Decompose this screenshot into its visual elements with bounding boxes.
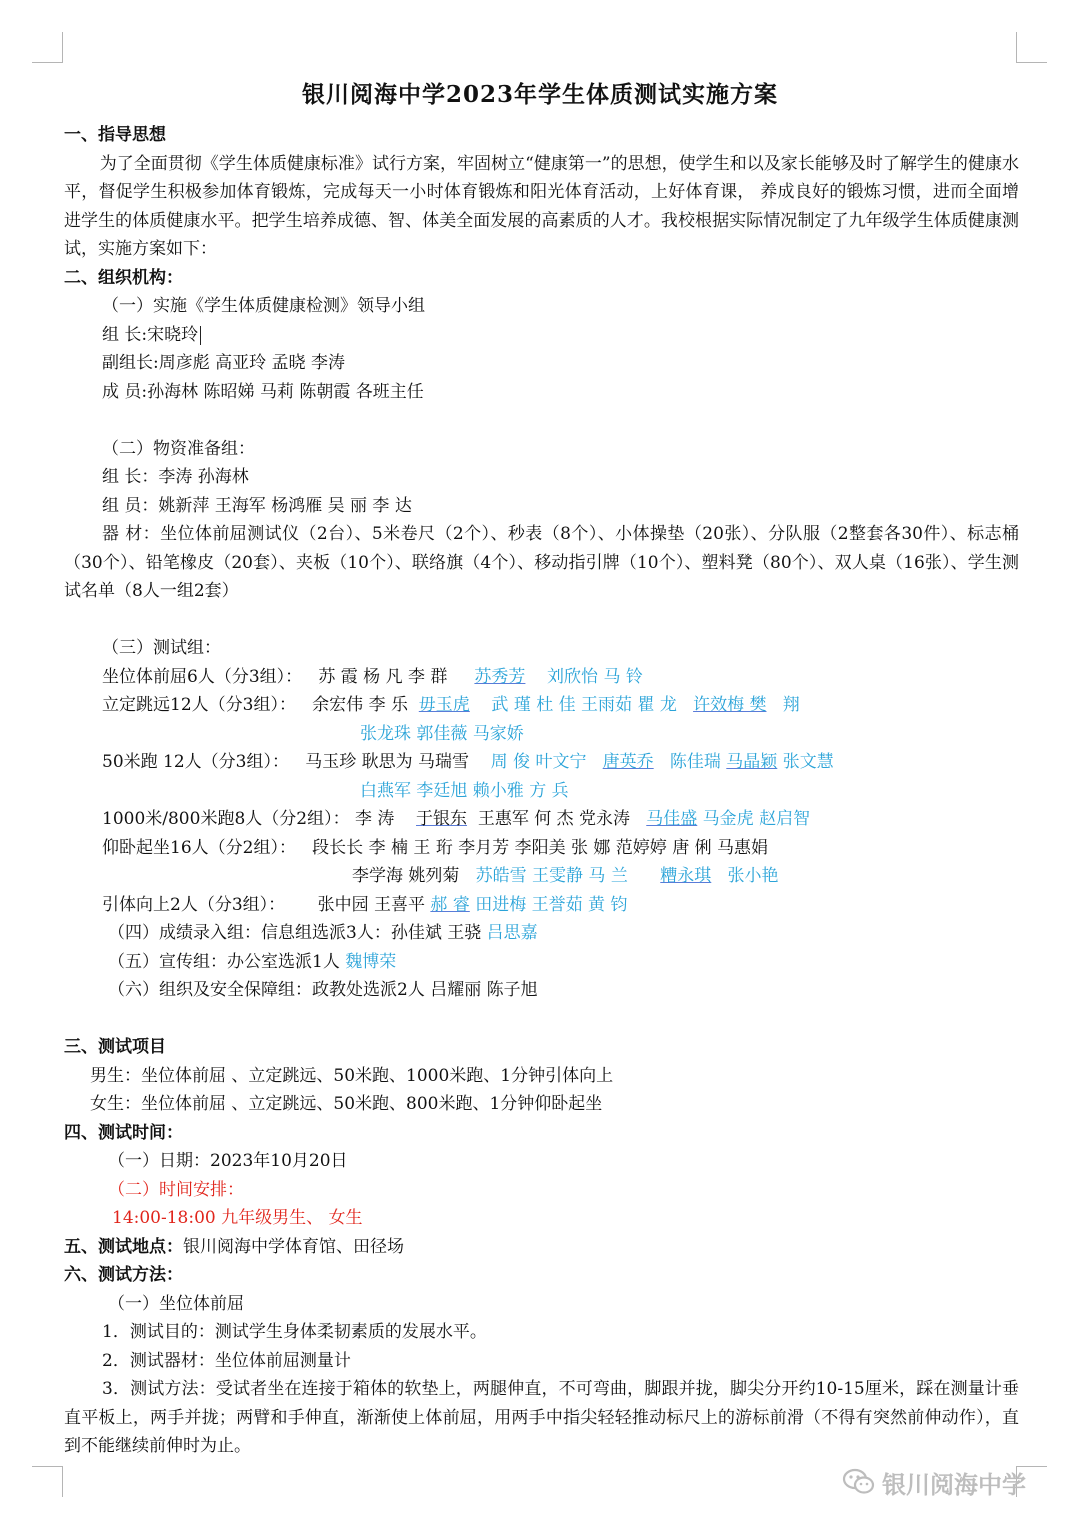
group-title: （一）实施《学生体质健康检测》领导小组 <box>102 296 425 316</box>
text-cursor <box>200 326 201 345</box>
names-blue: 毋玉虎 <box>418 695 470 715</box>
group-score-entry <box>64 919 1019 948</box>
leader-line: 组 长：李涛 孙海林 <box>102 467 249 487</box>
test-location <box>64 1233 1019 1262</box>
section-heading: 五、测试地点： <box>64 1236 183 1257</box>
names-black: 段长长 李 楠 王 珩 李月芳 李阳美 张 娜 范婷婷 唐 俐 马惠娟 <box>312 837 769 858</box>
section-heading: 一、指导思想 <box>64 125 166 145</box>
group-publicity <box>64 948 1019 977</box>
wechat-icon <box>842 1467 876 1497</box>
names-black: 马玉珍 耿思为 马瑞雪 <box>305 752 470 772</box>
method-purpose: 1．测试目的：测试学生身体柔韧素质的发展水平。 <box>102 1322 487 1342</box>
test-row-sit-reach <box>64 663 1019 692</box>
row-label: 立定跳远12人（分3组）： <box>102 695 296 715</box>
girls-items: 女生：坐位体前屈 、立定跳远、50米跑、800米跑、1分钟仰卧起坐 <box>90 1094 603 1114</box>
section-heading: 四、测试时间： <box>64 1122 183 1143</box>
names-blue: 张小艳 <box>727 866 779 886</box>
test-row-jump-cont: 张龙珠 郭佳薇 马家娇 <box>360 723 524 744</box>
watermark-text: 银川阅海中学 <box>882 1470 1026 1499</box>
test-row-run50-cont: 白燕军 李廷旭 赖小雅 方 兵 <box>360 780 569 801</box>
names-blue: 周 俊 叶文宁 <box>490 752 587 772</box>
names-blue: 糟永琪 <box>660 866 712 886</box>
names-black: 李学海 姚列菊 <box>352 866 460 886</box>
leader-line <box>64 321 1019 350</box>
document-body <box>64 121 1019 1461</box>
names-black: 余宏伟 李 乐 <box>312 695 408 715</box>
names-blue: 唐英乔 <box>602 752 654 772</box>
method-item: （一）坐位体前屈 <box>108 1293 244 1314</box>
names-blue: 许效梅 樊 <box>693 695 767 715</box>
guiding-paragraph: 为了全面贯彻《学生体质健康标准》试行方案，牢固树立“健康第一”的思想，使学生和以及家长能够及时了解学生的健康水平，督促学生积极参加体育锻炼，完成每天一小时体育锻炼和阳光体育活动，上好体育课， 养成良好的锻炼习惯，进而全面增进学生的体质健康水平。把学生培养成德、智、体美全面发展的高素质的人才。我校根据实际情况制定了九年级学生体质健康测试，实施方案如下： <box>64 153 1019 259</box>
names-blue: 郝 睿 <box>430 894 470 915</box>
page-corner-mark <box>32 1466 63 1497</box>
group-text: （五）宣传组：办公室选派1人 <box>108 951 340 972</box>
group-text: （四）成绩录入组：信息组选派3人：孙佳斌 王骁 <box>108 923 482 943</box>
group-title: （二）物资准备组： <box>102 438 255 459</box>
group-safety: （六）组织及安全保障组：政教处选派2人 吕耀丽 陈子旭 <box>108 980 538 1000</box>
method-equipment: 2．测试器材：坐位体前屈测量计 <box>102 1350 351 1371</box>
test-row-situp-cont <box>64 862 1019 891</box>
names-black: 李 涛 <box>354 809 395 829</box>
row-label: 引体向上2人（分3组）： <box>102 894 286 915</box>
names-blue: 马佳盛 <box>646 809 698 829</box>
vice-leader-line: 副组长:周彦彪 高亚玲 孟晓 李涛 <box>102 353 345 373</box>
names-blue: 陈佳瑞 <box>669 752 721 772</box>
section-heading: 三、测试项目 <box>64 1037 166 1057</box>
names-black: 张中园 王喜平 <box>317 894 425 915</box>
row-label: 仰卧起坐16人（分2组）： <box>102 837 296 858</box>
names-blue: 张文慧 <box>782 752 834 772</box>
test-row-jump <box>64 691 1019 720</box>
row-label: 坐位体前屈6人（分3组）： <box>102 666 303 687</box>
section-heading: 六、测试方法： <box>64 1265 183 1285</box>
row-label: 50米跑 12人（分3组）： <box>102 752 289 772</box>
row-label: 1000米/800米跑8人（分2组）： <box>102 809 350 829</box>
boys-items: 男生：坐位体前屈 、立定跳远、50米跑、1000米跑、1分钟引体向上 <box>90 1065 614 1086</box>
page-corner-mark <box>1016 32 1047 63</box>
names-black: 苏 霞 杨 凡 李 群 <box>318 666 448 687</box>
leader-text: 组 长:宋晓玲 <box>102 324 199 345</box>
schedule-slot: 14:00-18:00 九年级男生、 女生 <box>112 1208 363 1228</box>
names-black: 王惠军 何 杰 党永涛 <box>477 809 631 829</box>
names-blue: 马金虎 赵启智 <box>702 809 811 829</box>
names-blue: 刘欣怡 马 铃 <box>547 666 643 687</box>
location-text: 银川阅海中学体育馆、田径场 <box>183 1236 404 1257</box>
page-corner-mark <box>32 32 63 63</box>
members-line: 成 员:孙海林 陈昭娣 马莉 陈朝霞 各班主任 <box>102 381 424 402</box>
test-row-pullup <box>64 891 1019 920</box>
test-row-run1000 <box>64 805 1019 834</box>
names-blue: 吕思嘉 <box>486 923 538 943</box>
names-blue: 苏秀芳 <box>474 666 526 687</box>
group-title: （三）测试组： <box>102 638 221 658</box>
test-row-situp <box>64 834 1019 863</box>
names-blue: 马晶颖 <box>726 752 778 772</box>
document-title: 银川阅海中学2023年学生体质测试实施方案 <box>301 81 778 108</box>
method-procedure: 3．测试方法：受试者坐在连接于箱体的软垫上，两腿伸直，不可弯曲，脚跟并拢，脚尖分开约10-15厘米，踩在测量计垂直平板上，两手并拢；两臂和手伸直，渐渐使上体前屈，用两手中指尖轻轻推动标尺上的游标前滑（不得有突然前伸动作），直到不能继续前伸时为止。 <box>64 1379 1019 1456</box>
names-blue: 田进梅 王誉茹 黄 钧 <box>475 894 628 915</box>
test-date: （一）日期：2023年10月20日 <box>108 1151 348 1171</box>
names-blue: 武 瑾 杜 佳 王雨茹 瞿 龙 <box>491 695 677 715</box>
test-row-run50 <box>64 748 1019 777</box>
names-underlined: 于银东 <box>416 809 468 829</box>
names-blue: 苏皓雪 王雯静 马 兰 <box>475 866 628 886</box>
watermark <box>842 1462 1052 1502</box>
members-line: 组 员：姚新萍 王海军 杨鸿雁 吴 丽 李 达 <box>102 495 412 516</box>
schedule-title: （二）时间安排： <box>108 1179 244 1200</box>
section-heading: 二、组织机构： <box>64 267 183 288</box>
equipment-paragraph: 器 材：坐位体前屈测试仪（2台）、5米卷尺（2个）、秒表（8个）、小体操垫（20张）、分队服（2整套各30件）、标志桶（30个）、铅笔橡皮（20套）、夹板（10个）、联络旗（4个）、移动指引牌（10个）、塑料凳（80个）、双人桌（16张）、学生测试名单（8人一组2套） <box>64 524 1019 601</box>
names-blue: 魏博荣 <box>345 951 397 972</box>
names-blue: 翔 <box>782 695 800 715</box>
